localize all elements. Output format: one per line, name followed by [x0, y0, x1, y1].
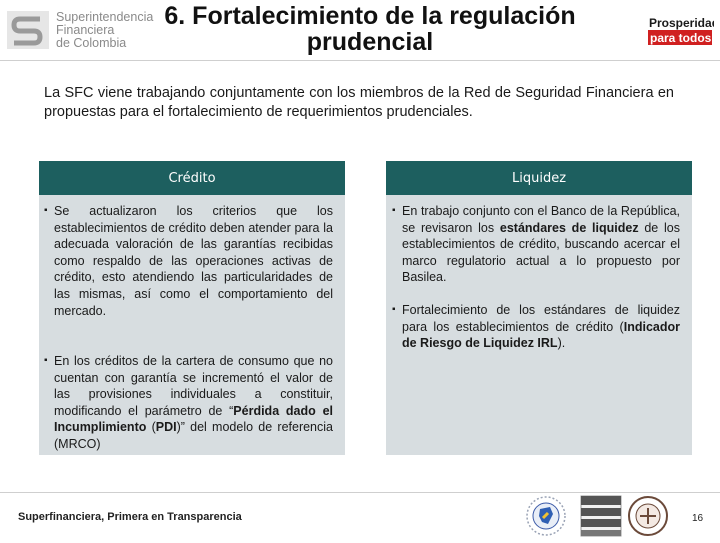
bullet-icon: ▪	[44, 205, 48, 216]
credito-heading-text: Crédito	[168, 170, 216, 186]
slide-title-line-2: prudencial	[306, 28, 434, 56]
credito-bullet-2-mid: (	[146, 420, 156, 435]
logo-line-3: de Colombia	[56, 35, 127, 50]
liquidez-bullet-2	[392, 302, 680, 352]
slide-title	[150, 3, 590, 55]
credito-bullet-2-bold-2: PDI	[155, 420, 177, 435]
liquidez-bullet-1-post: de los establecimientos de crédito, buscando acercar el marco regulatorio actual a lo propuesto por Basilea.	[402, 220, 680, 285]
liquidez-bullet-1-pre: En trabajo conjunto con el Banco de la República, se revisaron los	[402, 204, 680, 235]
sfc-emblem-icon	[6, 10, 50, 50]
logo-line-2: Financiera	[56, 22, 115, 37]
credito-bullet-1-text: Se actualizaron los criterios que los establecimientos de crédito deben atender para la adecuada valoración de las garantías recibidas como respaldo de las operaciones activas de crédito, esto atendiendo las particularidades de las mismas, así como el comportamiento del mercado.	[54, 204, 333, 318]
credito-panel	[39, 195, 345, 455]
prosperidad-line-2: para todos	[650, 31, 712, 45]
iso-certification-icon	[580, 494, 622, 538]
credito-bullet-2-post: )” del modelo de referencia (MRCO)	[54, 420, 333, 451]
liquidez-heading	[386, 161, 692, 195]
bullet-icon: ▪	[392, 304, 396, 315]
liquidez-bullet-2-bold: Indicador de Riesgo de Liquidez IRL	[402, 319, 680, 351]
footer-divider	[0, 492, 720, 493]
logo-line-1: Superintendencia	[56, 9, 154, 24]
credito-heading	[39, 161, 345, 195]
liquidez-heading-text: Liquidez	[511, 170, 567, 186]
bullet-icon: ▪	[392, 205, 396, 216]
colombia-seal-icon	[524, 494, 568, 538]
credito-bullet-2-pre: En los créditos de la cartera de consumo que no cuentan con garantía se incrementó el valor de las provisiones individuales a constituir, modificando el parámetro de “	[54, 354, 333, 418]
liquidez-panel	[386, 195, 692, 455]
credito-bullet-2-bold-1: Pérdida dado el Incumplimiento	[54, 403, 333, 435]
sfc-logo	[6, 8, 164, 52]
liquidez-bullet-1	[392, 203, 680, 286]
bullet-icon: ▪	[44, 355, 48, 366]
liquidez-bullet-1-bold: estándares de liquidez	[499, 220, 639, 235]
liquidez-bullet-2-pre: Fortalecimiento de los estándares de liquidez para los establecimientos de crédito (	[402, 303, 680, 334]
prosperidad-logo	[648, 14, 714, 48]
prosperidad-line-1: Prosperidad	[649, 16, 714, 30]
slide-title-line-1: 6. Fortalecimiento de la regulación	[164, 2, 576, 30]
liquidez-bullet-2-post: ).	[557, 336, 566, 351]
page-number: 16	[692, 513, 704, 524]
credito-bullet-2	[44, 353, 333, 453]
credito-bullet-1	[44, 203, 333, 319]
intro-paragraph: La SFC viene trabajando conjuntamente con los miembros de la Red de Seguridad Financiera en propuestas para el fortalecimiento de requerimientos prudenciales.	[44, 85, 674, 120]
certification-seal-icon	[626, 494, 670, 538]
title-divider	[0, 60, 720, 61]
footer-slogan: Superfinanciera, Primera en Transparencia	[18, 511, 242, 523]
